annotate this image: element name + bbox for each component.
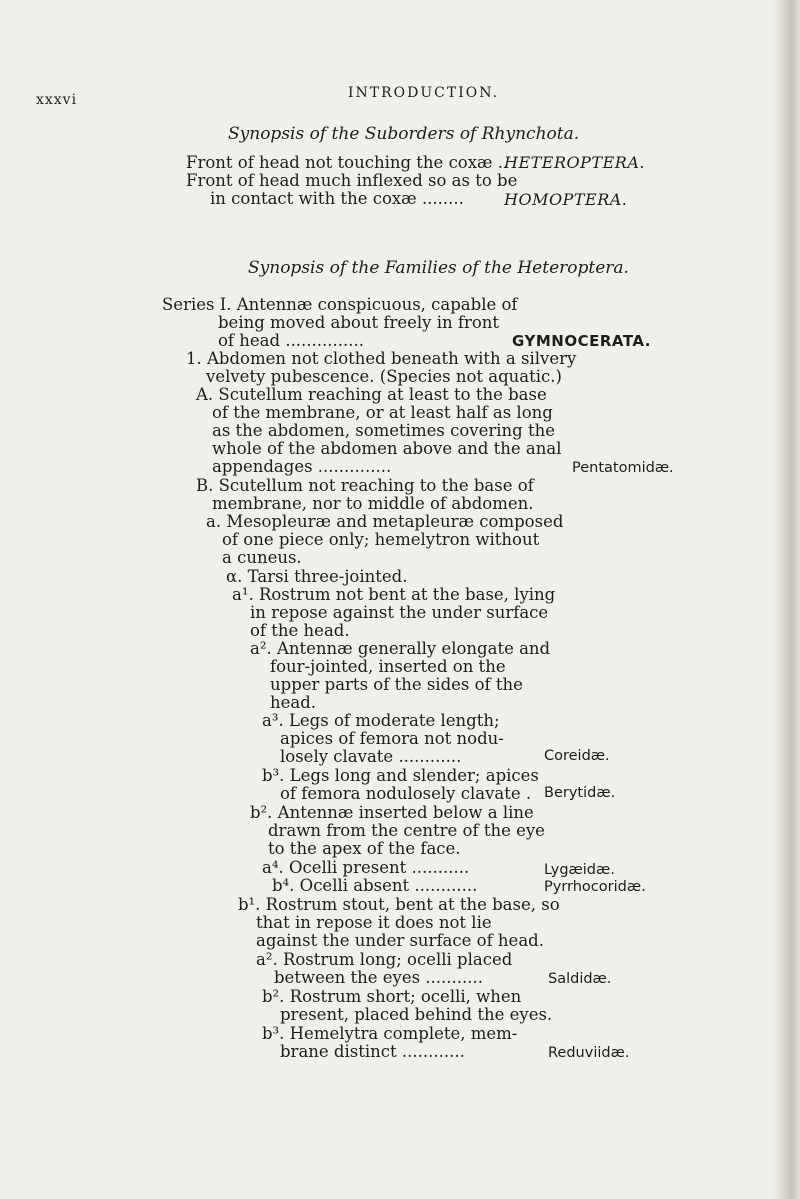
- key-line: of one piece only; hemelytron without: [222, 530, 540, 549]
- suborder-heteroptera: HETEROPTERA.: [504, 153, 645, 172]
- key-line: b². Rostrum short; ocelli, when: [262, 987, 522, 1006]
- label-reduviidae: Reduviidæ.: [548, 1045, 630, 1061]
- key-line: appendages ..............: [212, 457, 392, 476]
- key-line: A. Scutellum reaching at least to the base: [196, 385, 547, 404]
- suborder-line: Front of head much inflexed so as to be: [186, 171, 518, 190]
- key-line: being moved about freely in front: [218, 313, 500, 332]
- key-line: upper parts of the sides of the: [270, 675, 523, 694]
- key-line: apices of femora not nodu-: [280, 729, 504, 748]
- key-line: a. Mesopleuræ and metapleuræ composed: [206, 512, 564, 531]
- key-line: drawn from the centre of the eye: [268, 821, 545, 840]
- suborder-line: Front of head not touching the coxæ ..: [186, 153, 509, 172]
- key-line: that in repose it does not lie: [256, 913, 492, 932]
- running-head: INTRODUCTION.: [348, 85, 500, 101]
- key-line: whole of the abdomen above and the anal: [212, 439, 562, 458]
- label-lygaeidae: Lygæidæ.: [544, 862, 615, 878]
- key-line: b⁴. Ocelli absent ............: [272, 876, 478, 895]
- key-line: present, placed behind the eyes.: [280, 1005, 553, 1024]
- suborder-homoptera: HOMOPTERA.: [504, 190, 628, 209]
- key-line: b¹. Rostrum stout, bent at the base, so: [238, 895, 560, 914]
- key-line: of head ...............: [218, 331, 364, 350]
- key-line: a⁴. Ocelli present ...........: [262, 858, 470, 877]
- key-line: against the under surface of head.: [256, 931, 544, 950]
- key-line: membrane, nor to middle of abdomen.: [212, 494, 534, 513]
- key-line: 1. Abdomen not clothed beneath with a silvery: [186, 349, 577, 368]
- key-line: head.: [270, 693, 317, 712]
- key-line: losely clavate ............: [280, 747, 462, 766]
- key-line: b². Antennæ inserted below a line: [250, 803, 534, 822]
- label-gymnocerata: GYMNOCERATA.: [512, 332, 651, 350]
- key-line: a³. Legs of moderate length;: [262, 711, 500, 730]
- key-line: between the eyes ...........: [274, 968, 484, 987]
- key-line: brane distinct ............: [280, 1042, 465, 1061]
- key-line: a cuneus.: [222, 548, 302, 567]
- page-edge-shadow: [774, 0, 800, 1199]
- label-berytidae: Berytidæ.: [544, 785, 616, 801]
- suborder-line: in contact with the coxæ ........: [210, 189, 464, 208]
- key-line: four-jointed, inserted on the: [270, 657, 506, 676]
- key-line: B. Scutellum not reaching to the base of: [196, 476, 534, 495]
- suborders-title: Synopsis of the Suborders of Rhynchota.: [228, 124, 580, 144]
- key-line: to the apex of the face.: [268, 839, 461, 858]
- label-pentatomidae: Pentatomidæ.: [572, 460, 674, 476]
- key-line: of the membrane, or at least half as long: [212, 403, 553, 422]
- key-line: a¹. Rostrum not bent at the base, lying: [232, 585, 556, 604]
- key-line: a². Rostrum long; ocelli placed: [256, 950, 513, 969]
- key-line: in repose against the under surface: [250, 603, 549, 622]
- key-line: of the head.: [250, 621, 350, 640]
- key-line: Series I. Antennæ conspicuous, capable of: [162, 295, 518, 314]
- key-line: a². Antennæ generally elongate and: [250, 639, 551, 658]
- key-line: b³. Hemelytra complete, mem-: [262, 1024, 518, 1043]
- key-line: of femora nodulosely clavate .: [280, 784, 532, 803]
- key-line: velvety pubescence. (Species not aquatic.): [206, 367, 562, 386]
- key-line: α. Tarsi three-jointed.: [226, 567, 408, 586]
- label-saldidae: Saldidæ.: [548, 971, 612, 987]
- key-line: as the abdomen, sometimes covering the: [212, 421, 555, 440]
- label-pyrrhocoridae: Pyrrhocoridæ.: [544, 879, 646, 895]
- page-number: xxxvi: [36, 92, 78, 108]
- key-line: b³. Legs long and slender; apices: [262, 766, 539, 785]
- label-coreidae: Coreidæ.: [544, 748, 610, 764]
- families-title: Synopsis of the Families of the Heteroptera.: [248, 258, 629, 278]
